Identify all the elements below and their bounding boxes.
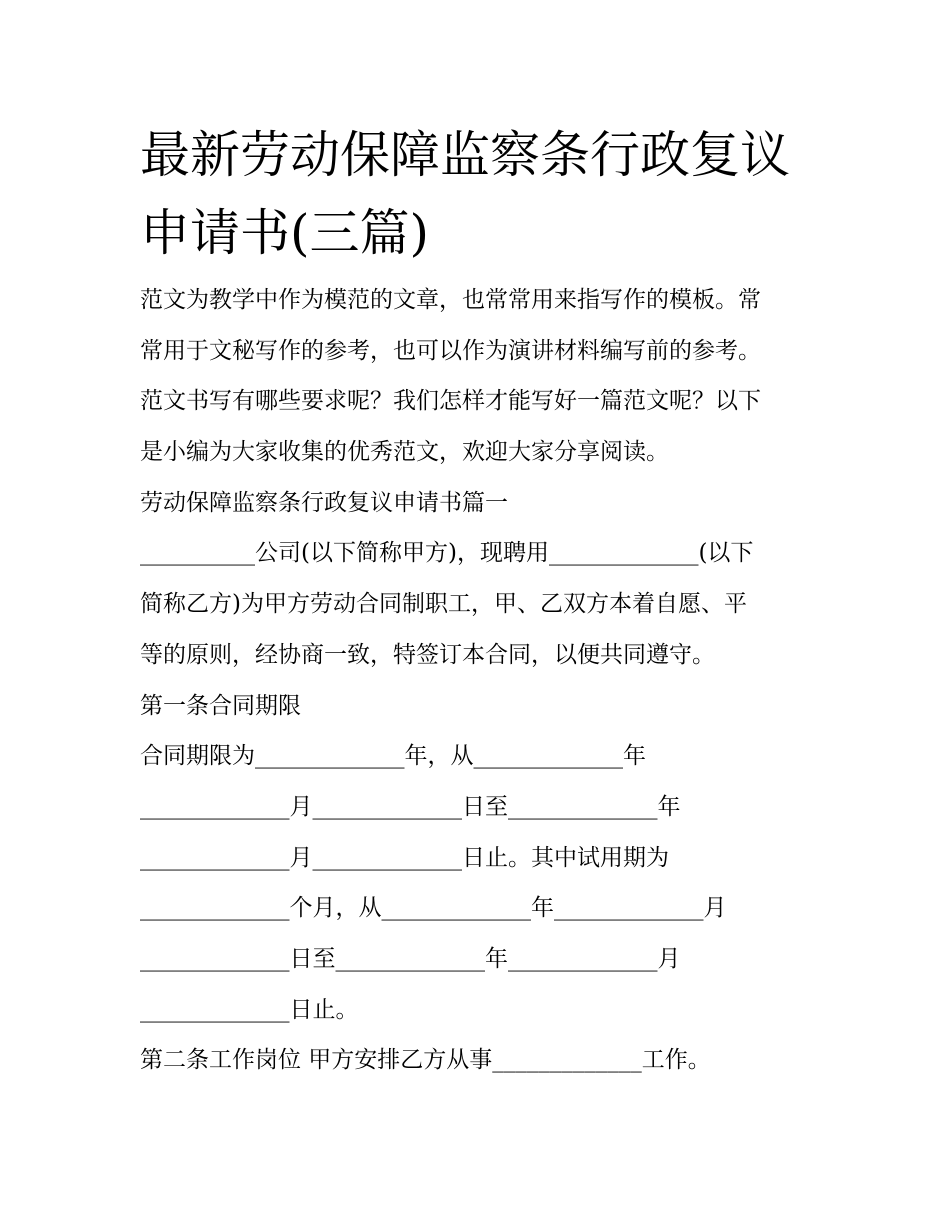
article-2-line: 第二条工作岗位 甲方安排乙方从事_____________工作。 [140, 1047, 711, 1074]
term-line-3: _____________月_____________日止。其中试用期为 [140, 844, 669, 871]
title-line-2: 申请书(三篇) [140, 204, 430, 262]
term-line-5: _____________日至_____________年_____________月 [140, 945, 681, 972]
term-line-2: _____________月_____________日至_____________年 [140, 793, 681, 820]
term-line-4: _____________个月，从_____________年_____________月 [140, 895, 727, 922]
intro-line-2: 常用于文秘写作的参考，也可以作为演讲材料编写前的参考。 [140, 337, 761, 364]
intro-line-1: 范文为教学中作为模范的文章，也常常用来指写作的模板。常 [140, 287, 761, 313]
term-line-6: _____________日止。 [140, 996, 359, 1023]
contract-line-1: __________公司(以下简称甲方)，现聘用_____________(以下 [140, 540, 754, 567]
title-line-1: 最新劳动保障监察条行政复议 [140, 126, 790, 184]
term-line-1: 合同期限为_____________年，从_____________年 [140, 743, 646, 770]
intro-line-3: 范文书写有哪些要求呢？我们怎样才能写好一篇范文呢？以下 [140, 388, 761, 415]
document-body [140, 275, 840, 1086]
document-title [140, 116, 820, 272]
intro-line-4: 是小编为大家收集的优秀范文，欢迎大家分享阅读。 [140, 439, 669, 466]
contract-line-3: 等的原则，经协商一致，特签订本合同，以便共同遵守。 [140, 641, 715, 668]
contract-line-2: 简称乙方)为甲方劳动合同制职工，甲、乙双方本着自愿、平 [140, 591, 747, 618]
article-1-heading: 第一条合同期限 [140, 692, 301, 719]
section-heading: 劳动保障监察条行政复议申请书篇一 [140, 489, 508, 516]
